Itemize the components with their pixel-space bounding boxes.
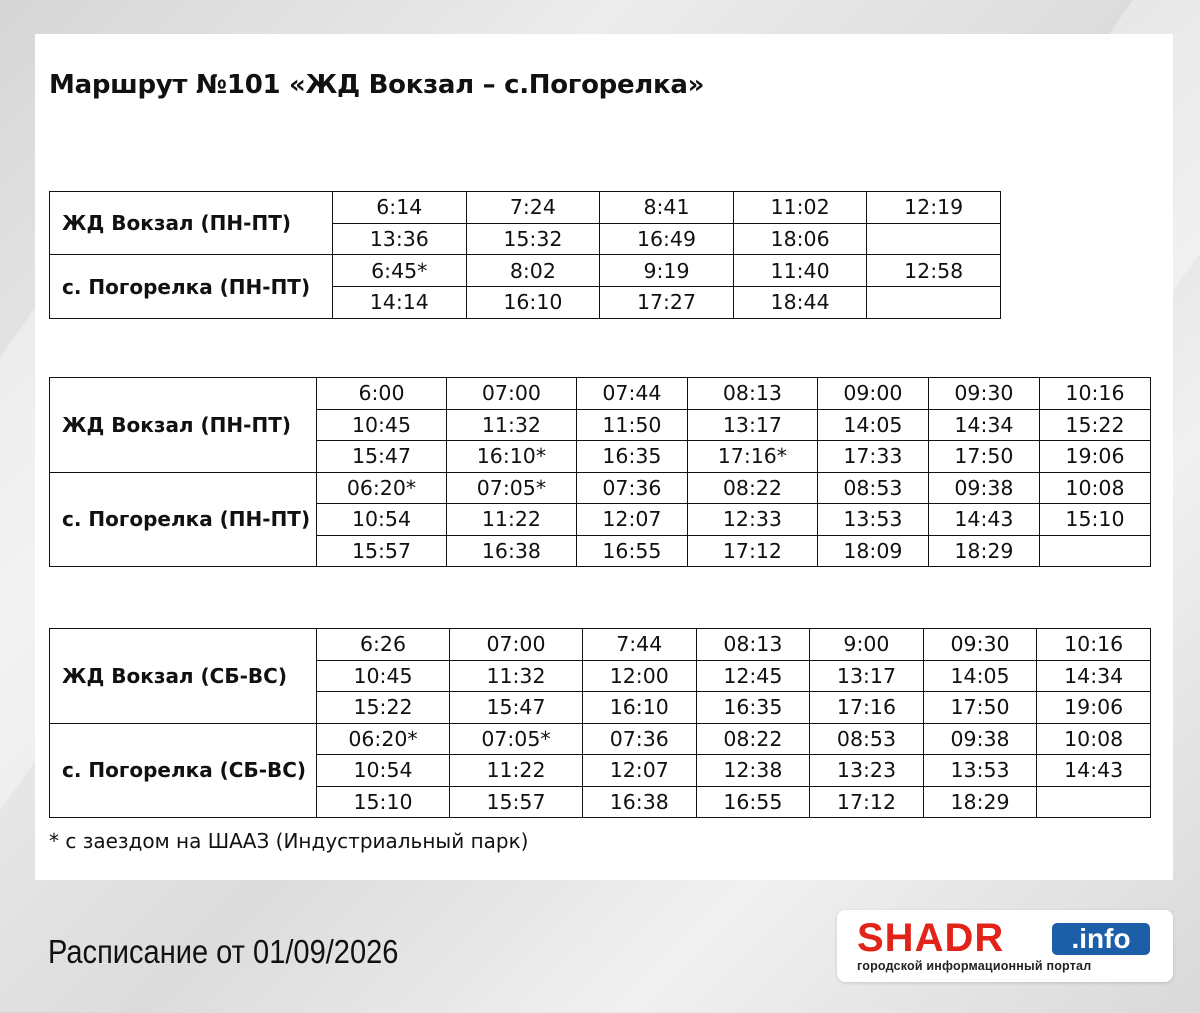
- departure-time-cell: 6:00: [317, 378, 447, 410]
- departure-time-cell: 15:57: [317, 535, 447, 567]
- departure-time-cell: 08:13: [687, 378, 817, 410]
- table-row: [50, 255, 1001, 287]
- departure-time-cell: 10:16: [1039, 378, 1150, 410]
- stop-label: ЖД Вокзал (ПН-ПТ): [50, 378, 317, 473]
- table-row: [50, 629, 1151, 661]
- stop-label: с. Погорелка (ПН-ПТ): [50, 472, 317, 567]
- departure-time-cell: 07:36: [582, 723, 696, 755]
- departure-time-cell: 09:00: [817, 378, 928, 410]
- departure-time-cell: 15:10: [1039, 504, 1150, 536]
- departure-time-cell: 17:50: [928, 441, 1039, 473]
- departure-time-cell: 9:19: [600, 255, 734, 287]
- departure-time-cell: 14:34: [1037, 660, 1151, 692]
- departure-time-cell: [867, 287, 1001, 319]
- departure-time-cell: 06:20*: [317, 472, 447, 504]
- departure-time-cell: 12:38: [696, 755, 810, 787]
- departure-time-cell: 13:23: [810, 755, 924, 787]
- departure-time-cell: 18:06: [733, 223, 867, 255]
- departure-time-cell: 16:55: [696, 786, 810, 818]
- footnote: * с заездом на ШААЗ (Индустриальный парк): [49, 829, 529, 853]
- departure-time-cell: 14:05: [923, 660, 1037, 692]
- departure-time-cell: 10:45: [317, 660, 450, 692]
- departure-time-cell: 15:32: [466, 223, 600, 255]
- departure-time-cell: 13:17: [687, 409, 817, 441]
- departure-time-cell: 11:50: [576, 409, 687, 441]
- departure-time-cell: 15:10: [317, 786, 450, 818]
- departure-time-cell: 15:22: [317, 692, 450, 724]
- departure-time-cell: 11:22: [449, 755, 582, 787]
- departure-time-cell: 08:53: [817, 472, 928, 504]
- departure-time-cell: 09:30: [928, 378, 1039, 410]
- departure-time-cell: 14:43: [1037, 755, 1151, 787]
- departure-time-cell: 16:35: [576, 441, 687, 473]
- departure-time-cell: 11:32: [449, 660, 582, 692]
- departure-time-cell: 08:22: [687, 472, 817, 504]
- departure-time-cell: 14:05: [817, 409, 928, 441]
- departure-time-cell: 12:33: [687, 504, 817, 536]
- departure-time-cell: 15:47: [449, 692, 582, 724]
- departure-time-cell: 13:53: [923, 755, 1037, 787]
- departure-time-cell: 10:08: [1037, 723, 1151, 755]
- departure-time-cell: 16:55: [576, 535, 687, 567]
- departure-time-cell: [1037, 786, 1151, 818]
- departure-time-cell: 19:06: [1039, 441, 1150, 473]
- table-row: [50, 192, 1001, 224]
- table-row: [50, 723, 1151, 755]
- departure-time-cell: 12:58: [867, 255, 1001, 287]
- logo-tagline: городской информационный портал: [857, 959, 1092, 973]
- departure-time-cell: 17:12: [810, 786, 924, 818]
- departure-time-cell: 12:19: [867, 192, 1001, 224]
- site-logo: [837, 910, 1173, 982]
- departure-time-cell: 17:16*: [687, 441, 817, 473]
- departure-time-cell: 10:08: [1039, 472, 1150, 504]
- departure-time-cell: 18:09: [817, 535, 928, 567]
- departure-time-cell: 09:30: [923, 629, 1037, 661]
- departure-time-cell: 12:45: [696, 660, 810, 692]
- logo-wordmark: SHADR: [857, 916, 1005, 960]
- departure-time-cell: 07:00: [449, 629, 582, 661]
- departure-time-cell: 07:00: [446, 378, 576, 410]
- departure-time-cell: 16:10*: [446, 441, 576, 473]
- departure-time-cell: 18:44: [733, 287, 867, 319]
- departure-time-cell: 6:14: [333, 192, 467, 224]
- departure-time-cell: 13:17: [810, 660, 924, 692]
- departure-time-cell: 19:06: [1037, 692, 1151, 724]
- departure-time-cell: 08:13: [696, 629, 810, 661]
- departure-time-cell: 11:22: [446, 504, 576, 536]
- departure-time-cell: 16:10: [466, 287, 600, 319]
- departure-time-cell: 7:24: [466, 192, 600, 224]
- departure-time-cell: 16:10: [582, 692, 696, 724]
- departure-time-cell: 16:49: [600, 223, 734, 255]
- departure-time-cell: 10:45: [317, 409, 447, 441]
- departure-time-cell: 6:26: [317, 629, 450, 661]
- table-row: [50, 472, 1151, 504]
- departure-time-cell: 06:20*: [317, 723, 450, 755]
- departure-time-cell: 13:53: [817, 504, 928, 536]
- departure-time-cell: 08:22: [696, 723, 810, 755]
- departure-time-cell: 17:50: [923, 692, 1037, 724]
- departure-time-cell: 11:02: [733, 192, 867, 224]
- departure-time-cell: 12:07: [582, 755, 696, 787]
- schedule-sheet: [35, 34, 1173, 880]
- table-row: [50, 378, 1151, 410]
- departure-time-cell: 9:00: [810, 629, 924, 661]
- departure-time-cell: 17:27: [600, 287, 734, 319]
- departure-time-cell: 18:29: [923, 786, 1037, 818]
- page-title: Маршрут №101 «ЖД Вокзал – с.Погорелка»: [49, 70, 705, 100]
- departure-time-cell: [867, 223, 1001, 255]
- departure-time-cell: 07:05*: [446, 472, 576, 504]
- schedule-date-caption: Расписание от 01/09/2026: [48, 933, 399, 970]
- schedule-table-weekday: [49, 377, 1151, 567]
- departure-time-cell: 17:33: [817, 441, 928, 473]
- departure-time-cell: 07:36: [576, 472, 687, 504]
- schedule-table-weekday-short: [49, 191, 1001, 319]
- departure-time-cell: 11:32: [446, 409, 576, 441]
- stop-label: ЖД Вокзал (ПН-ПТ): [50, 192, 333, 255]
- departure-time-cell: 17:12: [687, 535, 817, 567]
- departure-time-cell: 09:38: [928, 472, 1039, 504]
- departure-time-cell: 14:34: [928, 409, 1039, 441]
- departure-time-cell: 09:38: [923, 723, 1037, 755]
- departure-time-cell: 6:45*: [333, 255, 467, 287]
- schedule-table-weekend: [49, 628, 1151, 818]
- departure-time-cell: 15:47: [317, 441, 447, 473]
- departure-time-cell: 12:00: [582, 660, 696, 692]
- departure-time-cell: 12:07: [576, 504, 687, 536]
- departure-time-cell: 10:54: [317, 755, 450, 787]
- departure-time-cell: 13:36: [333, 223, 467, 255]
- departure-time-cell: 08:53: [810, 723, 924, 755]
- departure-time-cell: 15:57: [449, 786, 582, 818]
- departure-time-cell: 16:35: [696, 692, 810, 724]
- departure-time-cell: 14:43: [928, 504, 1039, 536]
- departure-time-cell: 11:40: [733, 255, 867, 287]
- departure-time-cell: 10:54: [317, 504, 447, 536]
- departure-time-cell: 17:16: [810, 692, 924, 724]
- departure-time-cell: 16:38: [582, 786, 696, 818]
- departure-time-cell: 15:22: [1039, 409, 1150, 441]
- logo-domain-badge: .info: [1052, 923, 1150, 955]
- stop-label: ЖД Вокзал (СБ-ВС): [50, 629, 317, 724]
- stop-label: с. Погорелка (СБ-ВС): [50, 723, 317, 818]
- stop-label: с. Погорелка (ПН-ПТ): [50, 255, 333, 318]
- departure-time-cell: 07:05*: [449, 723, 582, 755]
- departure-time-cell: 8:02: [466, 255, 600, 287]
- departure-time-cell: 07:44: [576, 378, 687, 410]
- departure-time-cell: [1039, 535, 1150, 567]
- departure-time-cell: 8:41: [600, 192, 734, 224]
- departure-time-cell: 10:16: [1037, 629, 1151, 661]
- departure-time-cell: 18:29: [928, 535, 1039, 567]
- departure-time-cell: 14:14: [333, 287, 467, 319]
- departure-time-cell: 7:44: [582, 629, 696, 661]
- departure-time-cell: 16:38: [446, 535, 576, 567]
